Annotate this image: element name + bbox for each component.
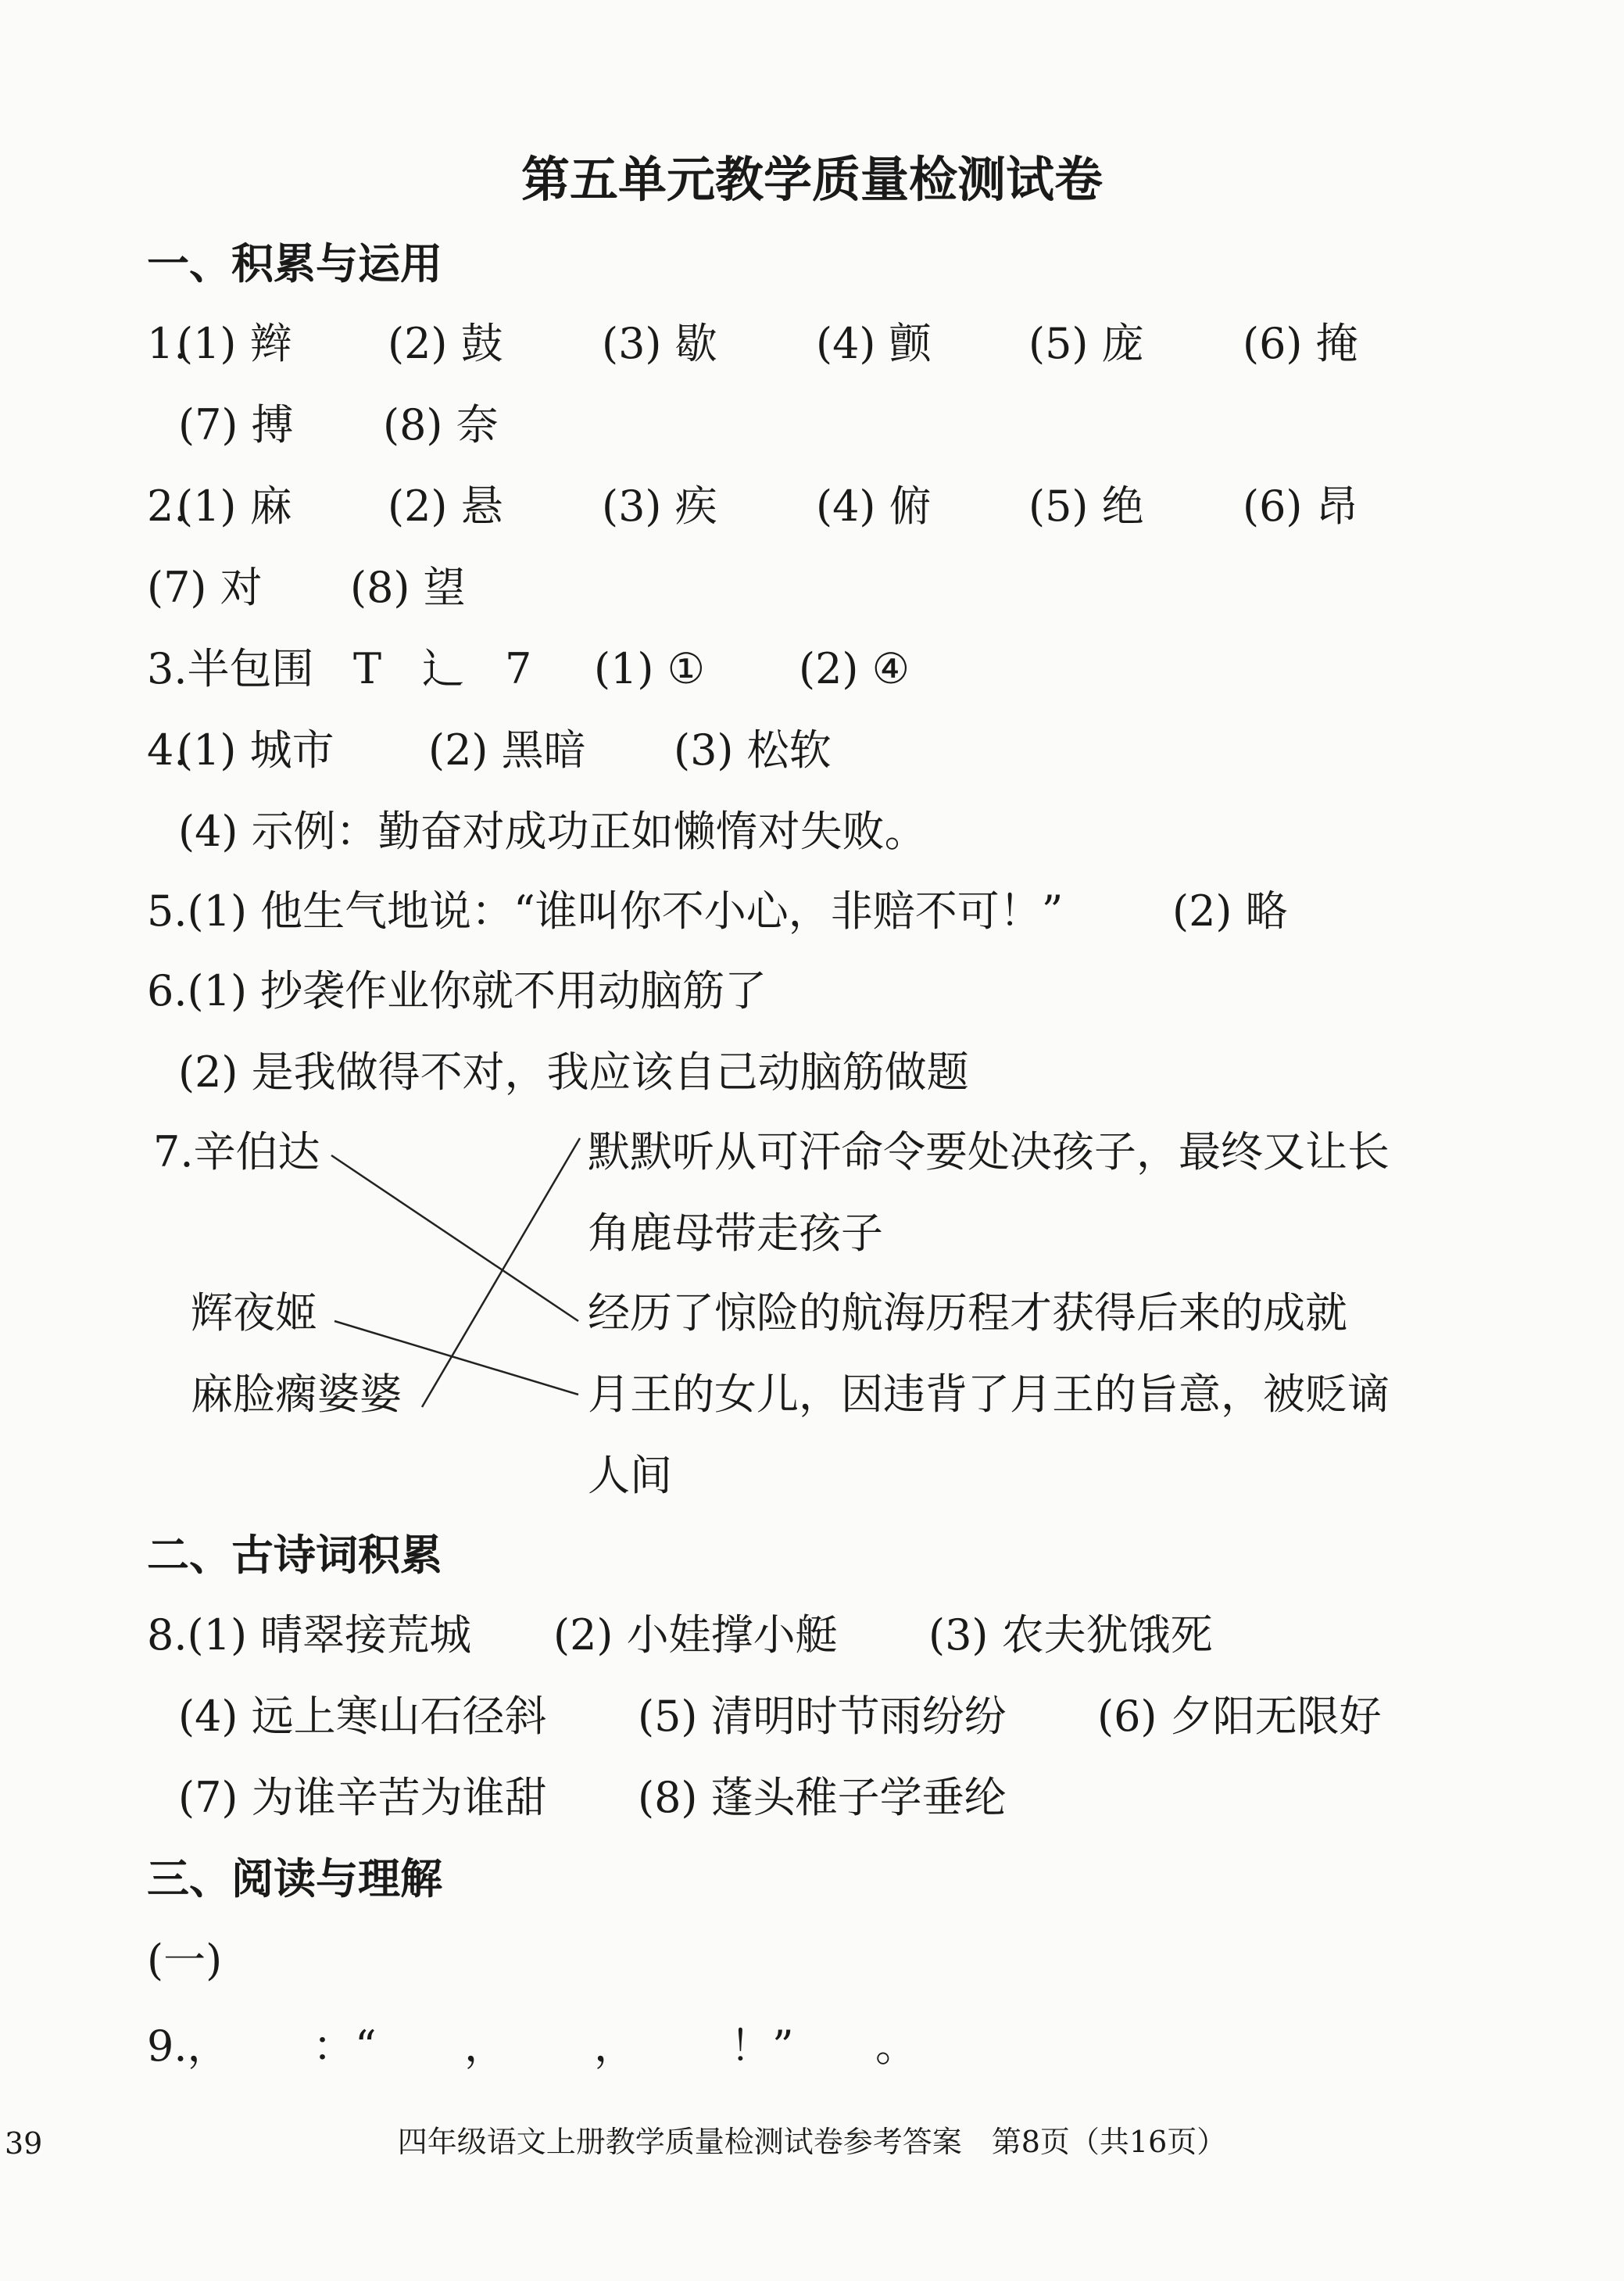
- q9-mark-2: ：“: [313, 2021, 377, 2071]
- q7-right-3: 月王的女儿，因违背了月王的旨意，被贬谪: [588, 1370, 1390, 1419]
- q3-stroke-b: 辶: [422, 644, 464, 693]
- q3-answer-2: (2) ④: [799, 644, 910, 693]
- q1-item-2: (2) 鼓: [388, 319, 503, 368]
- q8-item-5: (5) 清明时节雨纷纷: [638, 1692, 1007, 1741]
- q3-stroke-a: T: [353, 644, 382, 693]
- q6-answer-2: (2) 是我做得不对，我应该自己动脑筋做题: [178, 1047, 969, 1097]
- q2-item-6: (6) 昂: [1243, 482, 1358, 531]
- q7-left-1: 7.辛伯达: [153, 1127, 320, 1176]
- section-heading-2: 二、古诗词积累: [147, 1531, 442, 1580]
- q2-item-4: (4) 俯: [816, 482, 932, 531]
- q2-item-2: (2) 悬: [388, 482, 503, 531]
- q7-right-3-cont: 人间: [588, 1451, 672, 1500]
- q4-number: 4.: [147, 725, 188, 775]
- q7-left-3: 麻脸瘸婆婆: [191, 1370, 402, 1419]
- match-line-1: [331, 1155, 578, 1321]
- section-heading-1: 一、积累与运用: [147, 239, 442, 288]
- q2-item-3: (3) 疾: [602, 482, 717, 531]
- q3-answer-1: (1) ①: [594, 644, 706, 693]
- page-footer: 四年级语文上册教学质量检测试卷参考答案 第8页（共16页）: [397, 2125, 1227, 2159]
- section-heading-3: 三、阅读与理解: [147, 1854, 442, 1903]
- q8-item-1: 8.(1) 晴翠接荒城: [147, 1610, 472, 1660]
- page-number: 39: [5, 2126, 43, 2161]
- q1-item-5: (5) 庞: [1028, 319, 1144, 368]
- q9-mark-1: 9.，: [147, 2021, 230, 2071]
- q9-mark-5: ！”: [730, 2021, 794, 2071]
- match-line-3: [422, 1138, 580, 1407]
- part-1-label: (一): [147, 1935, 223, 1985]
- q8-item-4: (4) 远上寒山石径斜: [178, 1692, 547, 1741]
- q9-mark-3: ，: [464, 2021, 506, 2071]
- q7-right-2: 经历了惊险的航海历程才获得后来的成就: [588, 1288, 1347, 1337]
- q9-mark-4: ，: [594, 2021, 636, 2071]
- q8-item-6: (6) 夕阳无限好: [1097, 1692, 1382, 1741]
- q8-item-8: (8) 蓬头稚子学垂纶: [638, 1773, 1007, 1822]
- q7-right-1-cont: 角鹿母带走孩子: [588, 1209, 883, 1258]
- q1-item-6: (6) 掩: [1243, 319, 1358, 368]
- q6-answer-1: 6.(1) 抄袭作业你就不用动脑筋了: [147, 966, 767, 1015]
- q1-item-1: (1) 辫: [177, 319, 292, 368]
- q7-right-1: 默默听从可汗命令要处决孩子，最终又让长: [588, 1127, 1390, 1176]
- q1-item-4: (4) 颤: [816, 319, 932, 368]
- match-line-2: [334, 1321, 578, 1395]
- q8-item-3: (3) 农夫犹饿死: [928, 1610, 1213, 1660]
- q9-mark-6: 。: [875, 2021, 918, 2071]
- q1-item-8: (8) 奈: [383, 400, 499, 449]
- q1-item-7: (7) 搏: [178, 400, 294, 449]
- q3-stroke-count: 7: [505, 644, 532, 693]
- q8-item-7: (7) 为谁辛苦为谁甜: [178, 1773, 547, 1822]
- q3-text: 3.半包围: [147, 644, 314, 693]
- q4-item-4: (4) 示例：勤奋对成功正如懒惰对失败。: [178, 807, 927, 856]
- q1-number: 1.: [147, 319, 188, 368]
- q5-answer-1: 5.(1) 他生气地说：“谁叫你不小心，非赔不可！”: [147, 886, 1064, 936]
- q2-item-8: (8) 望: [350, 563, 466, 612]
- q2-item-1: (1) 麻: [177, 482, 292, 531]
- q2-item-7: (7) 对: [147, 563, 263, 612]
- q2-number: 2.: [147, 482, 188, 531]
- page-title: 第五单元教学质量检测试卷: [520, 151, 1103, 208]
- q2-item-5: (5) 绝: [1028, 482, 1144, 531]
- q5-answer-2: (2) 略: [1172, 886, 1288, 936]
- q8-item-2: (2) 小娃撑小艇: [553, 1610, 838, 1660]
- q4-item-2: (2) 黑暗: [428, 725, 586, 775]
- q4-item-1: (1) 城市: [177, 725, 334, 775]
- q1-item-3: (3) 歇: [602, 319, 717, 368]
- q7-left-2: 辉夜姬: [191, 1288, 317, 1337]
- q4-item-3: (3) 松软: [674, 725, 832, 775]
